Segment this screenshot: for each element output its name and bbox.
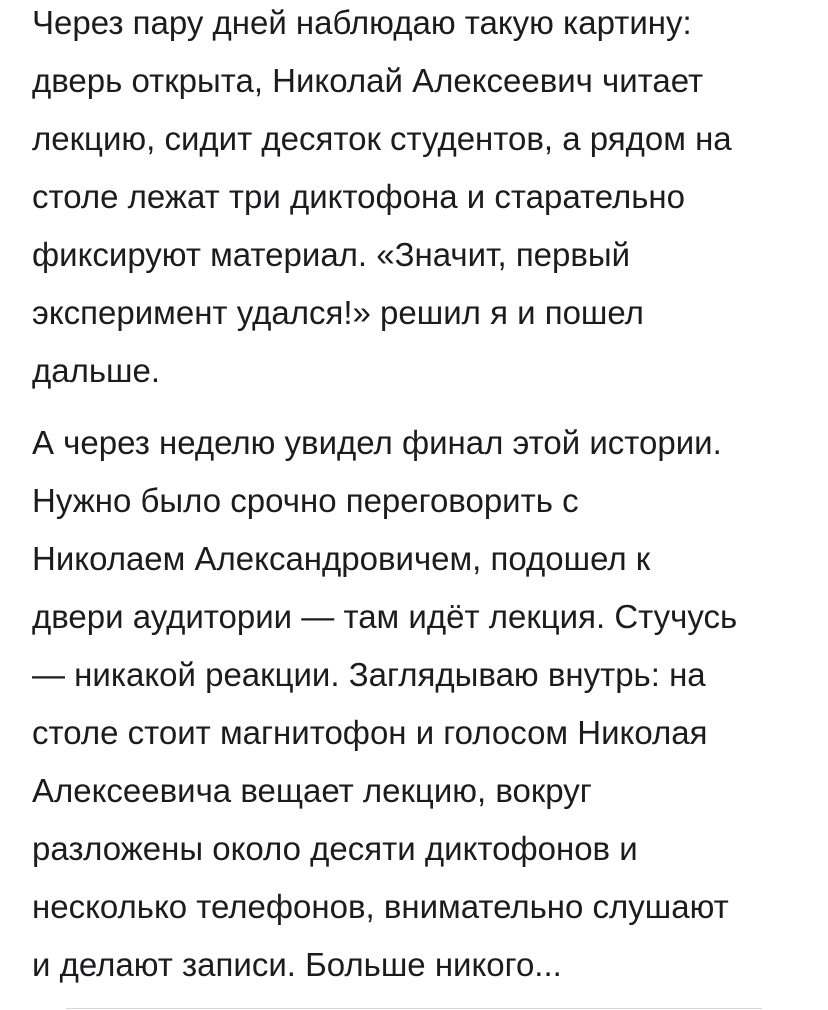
text-line: столе стоит магнитофон и голосом Николая xyxy=(32,714,708,751)
paragraph-1 xyxy=(32,0,732,400)
text-line: лекцию, сидит десяток студентов, а рядом на xyxy=(32,120,732,157)
text-line: столе лежат три диктофона и старательно xyxy=(32,178,685,215)
text-line: двери аудитории — там идёт лекция. Стучусь xyxy=(32,598,738,635)
text-line: дверь открыта, Николай Алексеевич читает xyxy=(32,62,704,99)
text-line: Николаем Александровичем, подошел к xyxy=(32,540,651,577)
text-line: и делают записи. Больше никого... xyxy=(32,946,562,983)
text-line: А через неделю увидел финал этой истории. xyxy=(32,424,722,461)
text-line: фиксируют материал. «Значит, первый xyxy=(32,236,631,273)
text-line: разложены около десяти диктофонов и xyxy=(32,830,638,867)
text-line: Через пару дней наблюдаю такую картину: xyxy=(32,4,692,41)
paragraph-2 xyxy=(32,414,737,994)
divider xyxy=(66,1008,762,1009)
text-line: несколько телефонов, внимательно слушают xyxy=(32,888,729,925)
text-line: — никакой реакции. Заглядываю внутрь: на xyxy=(32,656,706,693)
text-line: Нужно было срочно переговорить с xyxy=(32,482,579,519)
text-line: Алексеевича вещает лекцию, вокруг xyxy=(32,772,592,809)
text-line: эксперимент удался!» решил я и пошел xyxy=(32,294,644,331)
text-line: дальше. xyxy=(32,352,161,389)
